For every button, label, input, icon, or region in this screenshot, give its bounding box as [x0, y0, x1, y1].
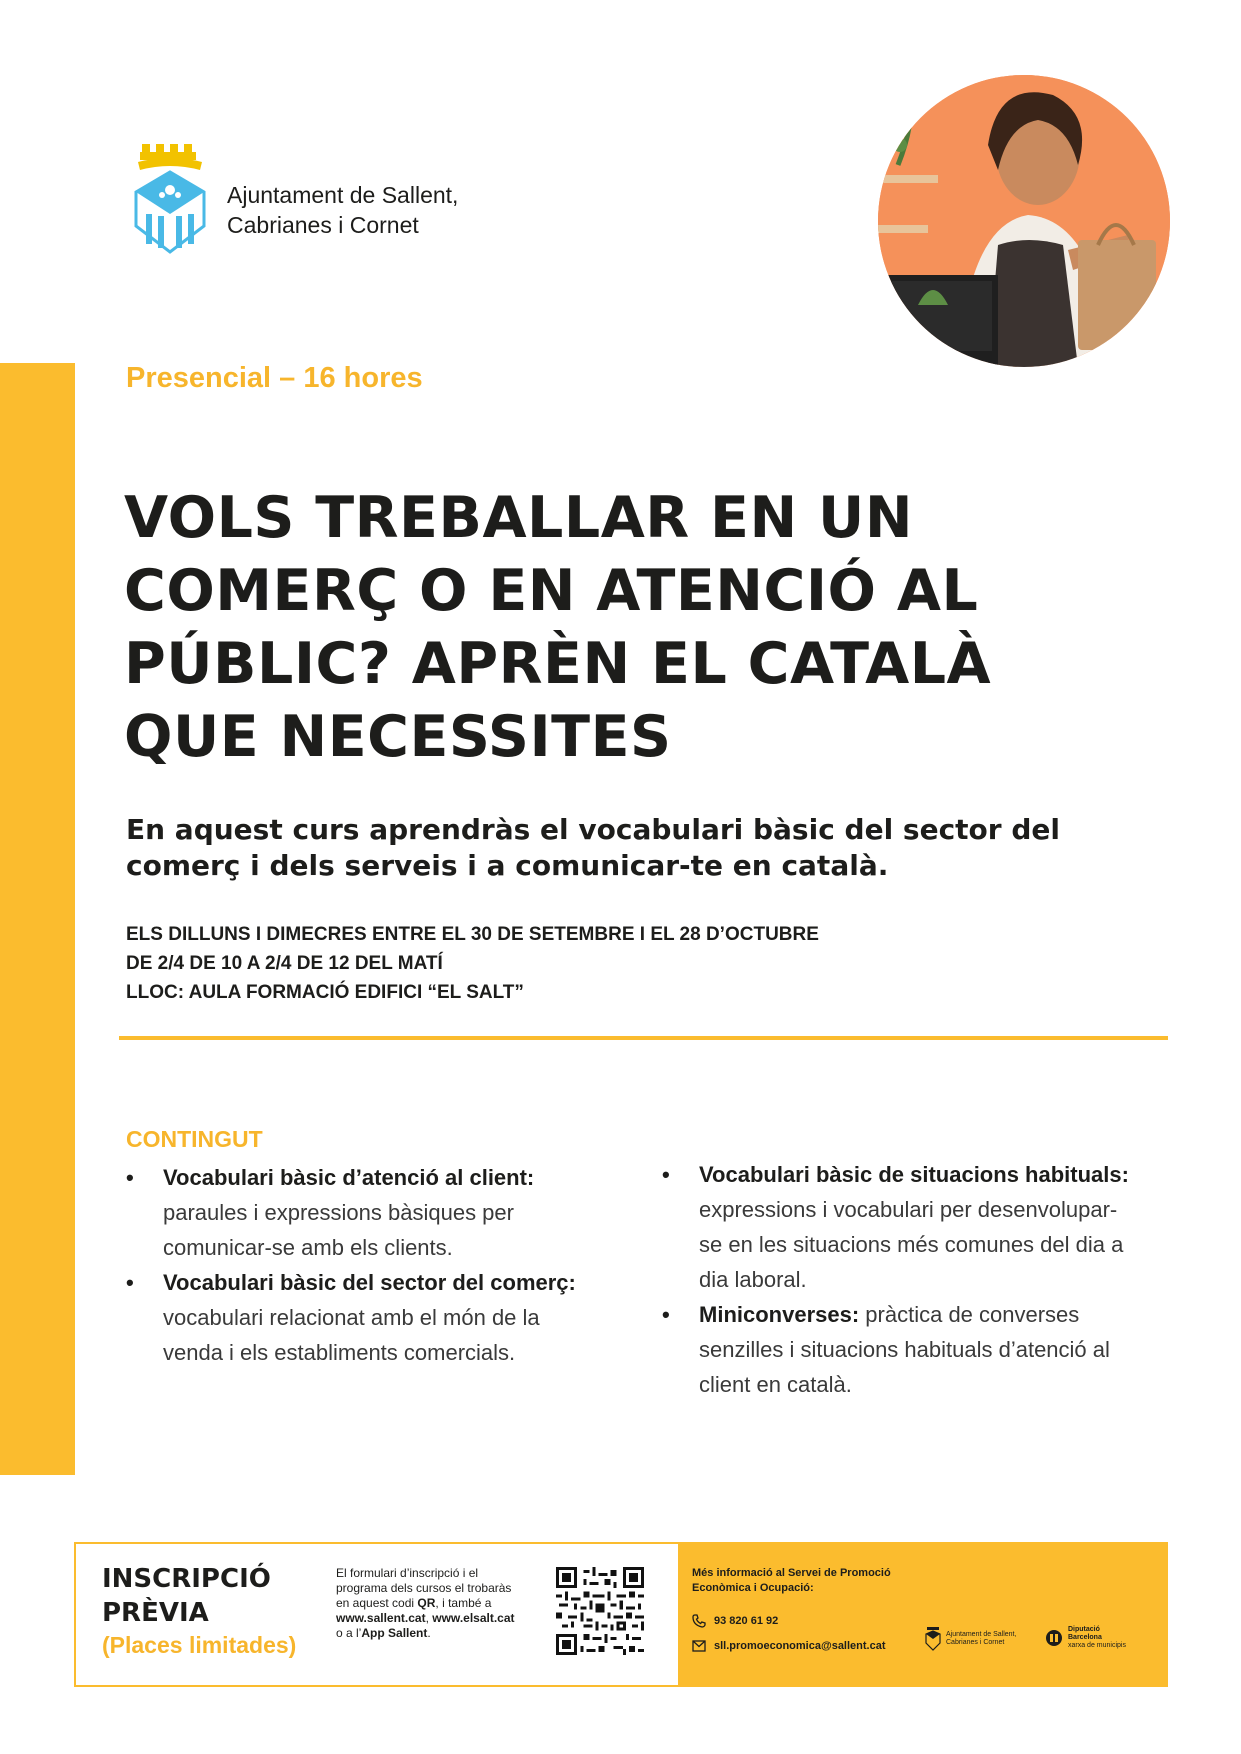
content-item-title: Miniconverses: [699, 1302, 860, 1327]
content-title: CONTINGUT [126, 1126, 263, 1152]
headline: VOLS TREBALLAR EN UN COMERÇ O EN ATENCIÓ AL PÚBLIC? APRÈN EL CATALÀ QUE NECESSITES [124, 485, 992, 770]
content-item [126, 1160, 596, 1265]
email-address: sll.promoeconomica@sallent.cat [714, 1640, 886, 1652]
info-qr: QR [417, 1596, 436, 1610]
link-elsalt[interactable]: www.elsalt.cat [432, 1611, 515, 1625]
info-text: , i també a [435, 1596, 492, 1610]
registration-title-line1: INSCRIPCIÓ [102, 1564, 271, 1594]
phone-icon [692, 1614, 706, 1628]
app-sallent: App Sallent [361, 1626, 428, 1640]
content-column-right [662, 1157, 1132, 1402]
phone-number: 93 820 61 92 [714, 1615, 779, 1627]
content-item [662, 1297, 1132, 1402]
content-item-text: pràctica de converses senzilles i situacions habituals d’atenció al client en català. [699, 1302, 1110, 1397]
sallent-mini-line1: Ajuntament de Sallent, [946, 1631, 1017, 1638]
diba-line2: Barcelona [1068, 1634, 1102, 1641]
info-text: El formulari d’inscripció i el programa dels cursos el trobaràs en aquest codi [336, 1566, 512, 1610]
bullet: • [662, 1162, 670, 1187]
places-limited: (Places limitades) [102, 1632, 297, 1658]
diba-line3: xarxa de municipis [1068, 1642, 1126, 1649]
link-sallent[interactable]: www.sallent.cat [336, 1611, 426, 1625]
diba-line1: Diputació [1068, 1626, 1100, 1633]
org-name [227, 180, 458, 240]
sallent-mini-logo [925, 1627, 1016, 1651]
shop-assistant-photo [878, 75, 1170, 367]
more-info-line2: Econòmica i Ocupació: [692, 1582, 814, 1594]
content-item-text: paraules i expressions bàsiques per comunicar-se amb els clients. [163, 1200, 514, 1260]
contact-phone[interactable] [692, 1614, 778, 1628]
org-name-line1: Ajuntament de Sallent, [227, 182, 459, 208]
schedule-hours: DE 2/4 DE 10 A 2/4 DE 12 DEL MATÍ [126, 953, 443, 974]
accent-side-bar [0, 363, 75, 1475]
diputacio-barcelona-logo [1045, 1626, 1126, 1650]
section-divider [119, 1036, 1168, 1040]
info-text: o a l’ [336, 1626, 362, 1640]
sallent-coat-of-arms-logo [130, 140, 210, 260]
info-text: . [427, 1626, 431, 1640]
content-item [662, 1157, 1132, 1297]
registration-info [336, 1566, 516, 1641]
content-item-text: vocabulari relacionat amb el món de la venda i els establiments comercials. [163, 1305, 540, 1365]
more-info-line1: Més informació al Servei de Promoció [692, 1567, 891, 1579]
bullet: • [126, 1165, 134, 1190]
registration-title-line2: PRÈVIA [102, 1598, 209, 1628]
mail-icon [692, 1640, 706, 1652]
sallent-mini-coat-of-arms-logo [925, 1627, 941, 1651]
content-item-title: Vocabulari bàsic del sector del comerç: [163, 1270, 576, 1295]
content-column-left [126, 1160, 596, 1370]
diputacio-icon [1045, 1629, 1063, 1647]
contact-email[interactable] [692, 1640, 886, 1652]
sallent-mini-line2: Cabrianes i Cornet [946, 1639, 1005, 1646]
qr-code[interactable] [556, 1567, 644, 1655]
more-info [692, 1566, 891, 1596]
schedule-block [126, 920, 819, 1007]
schedule-location: LLOC: AULA FORMACIÓ EDIFICI “EL SALT” [126, 982, 524, 1003]
content-item-text: expressions i vocabulari per desenvolupar-se en les situacions més comunes del dia a dia laboral. [699, 1197, 1124, 1292]
content-item-title: Vocabulari bàsic de situacions habituals: [699, 1162, 1129, 1187]
bullet: • [662, 1302, 670, 1327]
content-item-title: Vocabulari bàsic d’atenció al client: [163, 1165, 535, 1190]
bullet: • [126, 1270, 134, 1295]
schedule-dates: ELS DILLUNS I DIMECRES ENTRE EL 30 DE SETEMBRE I EL 28 D’OCTUBRE [126, 924, 819, 945]
course-modality: Presencial – 16 hores [126, 362, 423, 394]
info-text: , [425, 1611, 433, 1625]
org-name-line2: Cabrianes i Cornet [227, 212, 419, 238]
content-item [126, 1265, 596, 1370]
course-subtitle: En aquest curs aprendràs el vocabulari bàsic del sector del comerç i dels serveis i a comunicar-te en català. [126, 813, 1060, 882]
registration-title [102, 1562, 271, 1630]
